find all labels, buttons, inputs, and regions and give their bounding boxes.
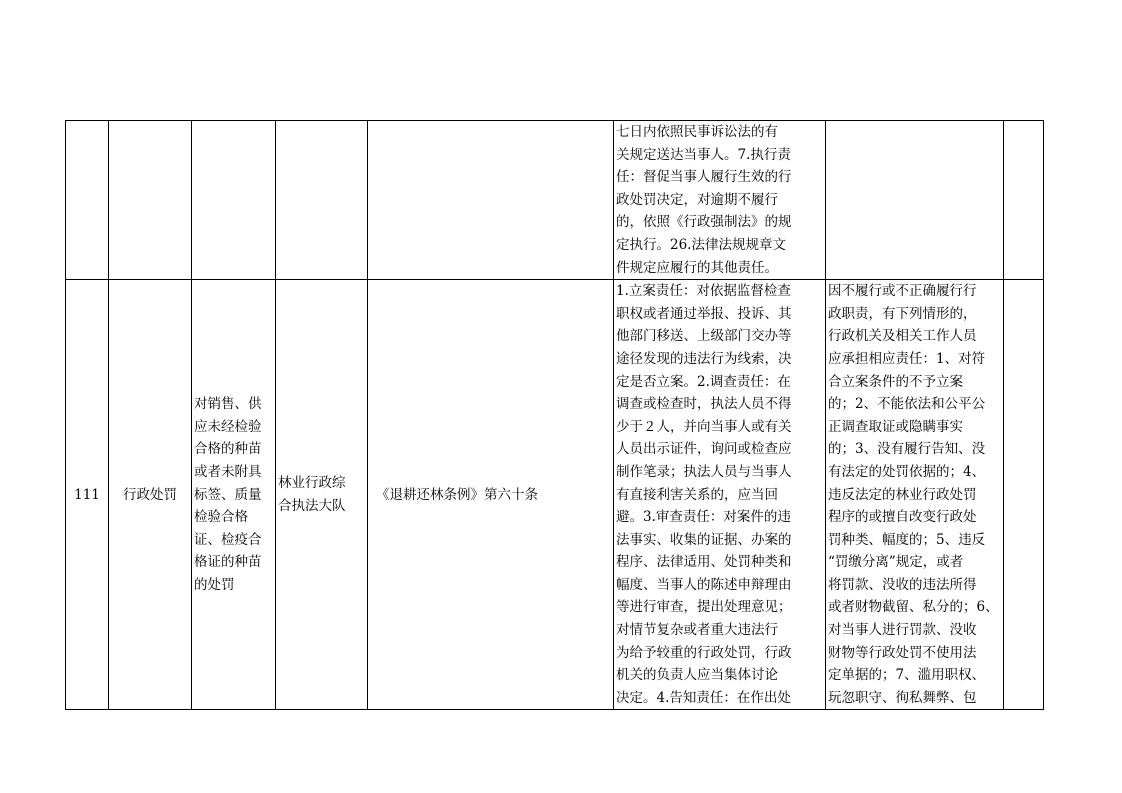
text-line: 合格的种苗 [194, 441, 262, 458]
text-line: 政职责，有下列情形的， [828, 305, 977, 322]
text-line: 证、检疫合 [194, 531, 262, 548]
table-row [66, 121, 1044, 280]
text-line: 机关的负责人应当集体讨论 [616, 667, 778, 684]
text-line: 林业行政综 [278, 475, 346, 492]
text-line: 有直接利害关系的，应当回 [616, 486, 778, 503]
text-line: 避。3.审查责任：对案件的违 [616, 509, 791, 526]
text-line: 罚种类、幅度的；5、违反 [828, 531, 986, 548]
text-line: 关规定送达当事人。7.执行责 [616, 146, 791, 163]
text-line: 将罚款、没收的违法所得 [828, 576, 977, 593]
item-number: 111 [74, 486, 100, 503]
text-line: 为给予较重的行政处罚，行政 [616, 644, 792, 661]
text-line: 少于２人，并向当事人或有关 [616, 418, 792, 435]
cell-item-name [192, 121, 276, 280]
item-category: 行政处罚 [123, 486, 177, 503]
text-line: 1.立案责任：对依据监督检查 [616, 283, 791, 300]
cell-item-name [192, 280, 276, 710]
text-line: 职权或者通过举报、投诉、其 [616, 305, 792, 322]
cell-category [109, 280, 192, 710]
text-line: “罚缴分离”规定，或者 [828, 554, 964, 571]
cell-no [66, 280, 109, 710]
responsibility-text [616, 121, 823, 279]
cell-accountability [826, 280, 1004, 710]
cell-responsibility [614, 280, 826, 710]
text-line: 程序、法律适用、处罚种类和 [616, 554, 792, 571]
text-line: 标签、质量 [194, 486, 262, 503]
text-line: 对当事人进行罚款、没收 [828, 622, 977, 639]
text-line: 对销售、供 [194, 396, 262, 413]
text-line: 人员出示证件，询问或检查应 [616, 441, 792, 458]
text-line: 对情节复杂或者重大违法行 [616, 622, 778, 639]
text-line: 因不履行或不正确履行行 [828, 283, 977, 300]
text-line: 财物等行政处罚不使用法 [828, 644, 977, 661]
text-line: 应承担相应责任：1、对符 [828, 350, 986, 367]
text-line: 行政机关及相关工作人员 [828, 328, 977, 345]
text-line: 或者未附具 [194, 463, 262, 480]
text-line: 决定。4.告知责任：在作出处 [616, 689, 791, 706]
responsibility-text [616, 280, 823, 709]
text-line: 定执行。26.法律法规规章文 [616, 236, 786, 253]
legal-basis: 《退耕还林条例》第六十条 [376, 486, 538, 503]
text-line: 玩忽职守、徇私舞弊、包 [828, 689, 977, 706]
dept-text [278, 472, 365, 517]
cell-dept [276, 121, 368, 280]
text-line: 的处罚 [194, 576, 235, 593]
text-line: 的，依照《行政强制法》的规 [616, 214, 792, 231]
text-line: 或者财物截留、私分的；6、 [828, 599, 999, 616]
text-line: 调查或检查时，执法人员不得 [616, 396, 792, 413]
text-line: 违反法定的林业行政处罚 [828, 486, 977, 503]
cell-responsibility [614, 121, 826, 280]
text-line: 定是否立案。2.调查责任：在 [616, 373, 791, 390]
text-line: 合立案条件的不予立案 [828, 373, 963, 390]
text-line: 件规定应履行的其他责任。 [616, 259, 778, 276]
cell-remark [1004, 121, 1044, 280]
text-line: 应未经检验 [194, 418, 262, 435]
table-row [66, 280, 1044, 710]
text-line: 途径发现的违法行为线索，决 [616, 350, 792, 367]
text-line: 制作笔录；执法人员与当事人 [616, 463, 792, 480]
text-line: 等进行审查，提出处理意见； [616, 599, 792, 616]
accountability-text [828, 280, 1001, 709]
text-line: 正调查取证或隐瞒事实 [828, 418, 963, 435]
text-line: 法事实、收集的证据、办案的 [616, 531, 792, 548]
cell-basis [368, 280, 614, 710]
text-line: 的；2、不能依法和公平公 [828, 396, 986, 413]
text-line: 有法定的处罚依据的；4、 [828, 463, 986, 480]
cell-accountability [826, 121, 1004, 280]
cell-category [109, 121, 192, 280]
text-line: 的；3、没有履行告知、没 [828, 441, 986, 458]
text-line: 合执法大队 [278, 497, 346, 514]
text-line: 七日内依照民事诉讼法的有 [616, 124, 778, 140]
cell-basis [368, 121, 614, 280]
text-line: 幅度、当事人的陈述申辩理由 [616, 576, 792, 593]
text-line: 他部门移送、上级部门交办等 [616, 328, 792, 345]
responsibility-table [65, 120, 1044, 710]
item-name-text [194, 393, 273, 596]
text-line: 检验合格 [194, 509, 248, 526]
cell-no [66, 121, 109, 280]
cell-dept [276, 280, 368, 710]
text-line: 格证的种苗 [194, 554, 262, 571]
text-line: 定单据的；7、滥用职权、 [828, 667, 986, 684]
text-line: 任：督促当事人履行生效的行 [616, 169, 792, 186]
text-line: 政处罚决定，对逾期不履行 [616, 191, 778, 208]
text-line: 程序的或擅自改变行政处 [828, 509, 977, 526]
cell-remark [1004, 280, 1044, 710]
